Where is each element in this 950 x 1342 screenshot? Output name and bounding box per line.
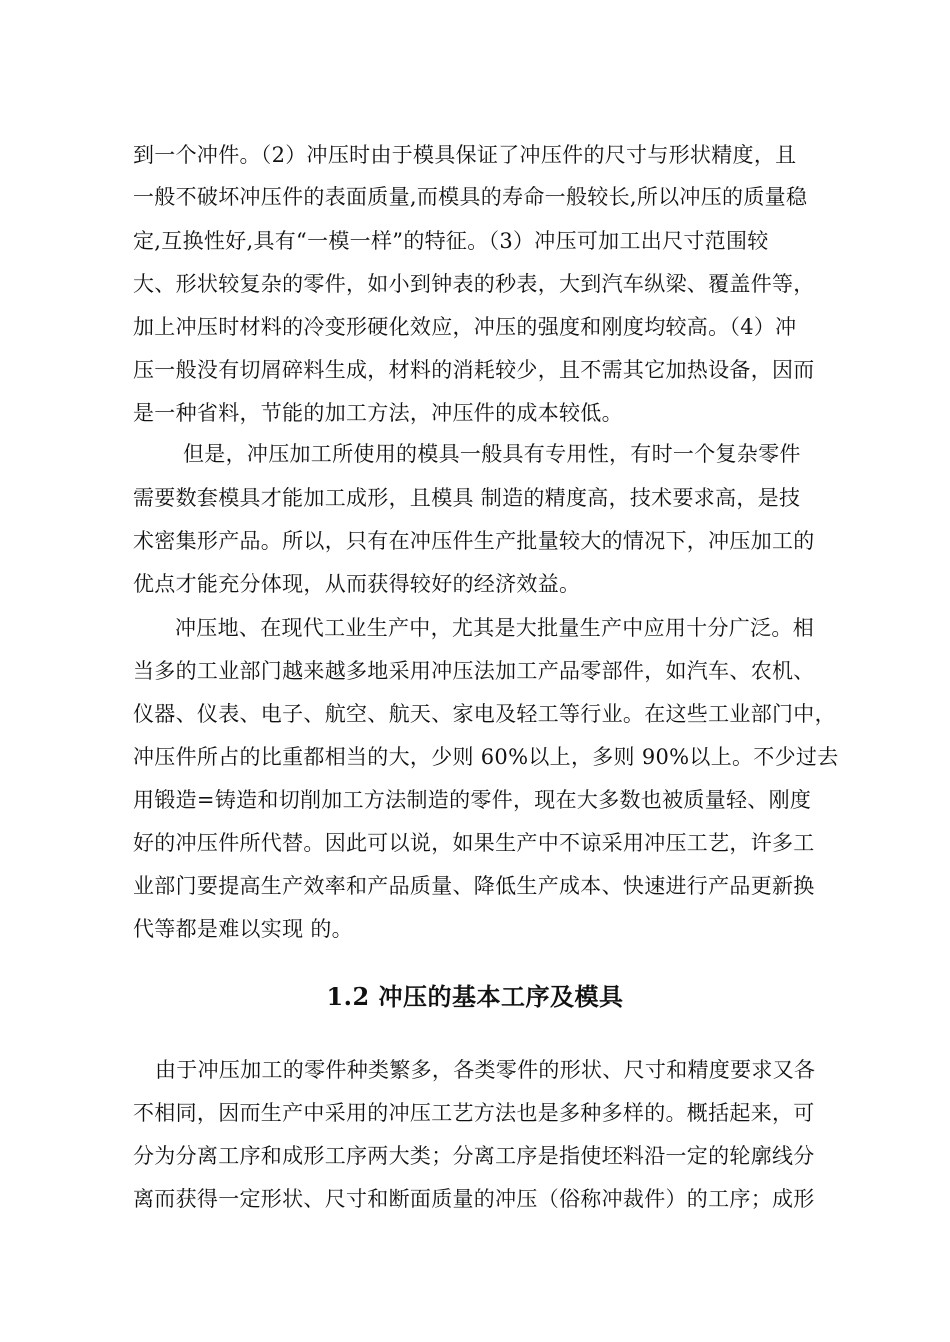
paragraph-4-line: 不相同，因而生产中采用的冲压工艺方法也是多种多样的。概括起来，可 (133, 1101, 815, 1125)
paragraph-1-line: 定,互换性好,具有“一模一样”的特征。（3）冲压可加工出尺寸范围较 (133, 229, 769, 253)
paragraph-2-line: 但是，冲压加工所使用的模具一般具有专用性，有时一个复杂零件 (183, 442, 801, 466)
paragraph-1-line: 加上冲压时材料的冷变形硬化效应，冲压的强度和刚度均较高。（4）冲 (133, 315, 797, 339)
paragraph-2-line: 需要数套模具才能加工成形，且模具 制造的精度高，技术要求高，是技 (133, 486, 801, 510)
paragraph-3-line: 仪器、仪表、电子、航空、航天、家电及轻工等行业。在这些工业部门中， (133, 702, 836, 726)
paragraph-4-line: 离而获得一定形状、尺寸和断面质量的冲压（俗称冲裁件）的工序；成形 (133, 1187, 815, 1211)
paragraph-3-line: 当多的工业部门越来越多地采用冲压法加工产品零部件，如汽车、农机、 (133, 659, 815, 683)
paragraph-1-line: 一般不破坏冲压件的表面质量,而模具的寿命一般较长,所以冲压的质量稳 (133, 185, 808, 209)
paragraph-2-line: 术密集形产品。所以，只有在冲压件生产批量较大的情况下，冲压加工的 (133, 529, 815, 553)
paragraph-1-line: 是一种省料，节能的加工方法，冲压件的成本较低。 (133, 401, 623, 425)
paragraph-3-line: 冲压件所占的比重都相当的大，少则 60%以上，多则 90%以上。不少过去 (133, 745, 839, 769)
paragraph-3-line: 代等都是难以实现 的。 (133, 917, 353, 941)
paragraph-4-line: 分为分离工序和成形工序两大类；分离工序是指使坯料沿一定的轮廓线分 (133, 1144, 815, 1168)
paragraph-1-line: 大、形状较复杂的零件，如小到钟表的秒表，大到汽车纵梁、覆盖件等， (133, 272, 815, 296)
paragraph-1-line: 到一个冲件。（2）冲压时由于模具保证了冲压件的尺寸与形状精度，且 (133, 143, 797, 167)
paragraph-1-line: 压一般没有切屑碎料生成，材料的消耗较少，且不需其它加热设备，因而 (133, 358, 815, 382)
paragraph-3-line: 好的冲压件所代替。因此可以说，如果生产中不谅采用冲压工艺，许多工 (133, 831, 815, 855)
section-heading: 1.2 冲压的基本工序及模具 (326, 982, 624, 1011)
paragraph-2-line: 优点才能充分体现，从而获得较好的经济效益。 (133, 572, 581, 596)
paragraph-3-line: 冲压地、在现代工业生产中，尤其是大批量生产中应用十分广泛。相 (175, 616, 814, 640)
paragraph-3-line: 业部门要提高生产效率和产品质量、降低生产成本、快速进行产品更新换 (133, 874, 815, 898)
paragraph-3-line: 用锻造=铸造和切削加工方法制造的零件，现在大多数也被质量轻、刚度 (133, 788, 812, 812)
paragraph-4-line: 由于冲压加工的零件种类繁多，各类零件的形状、尺寸和精度要求又各 (155, 1058, 816, 1082)
